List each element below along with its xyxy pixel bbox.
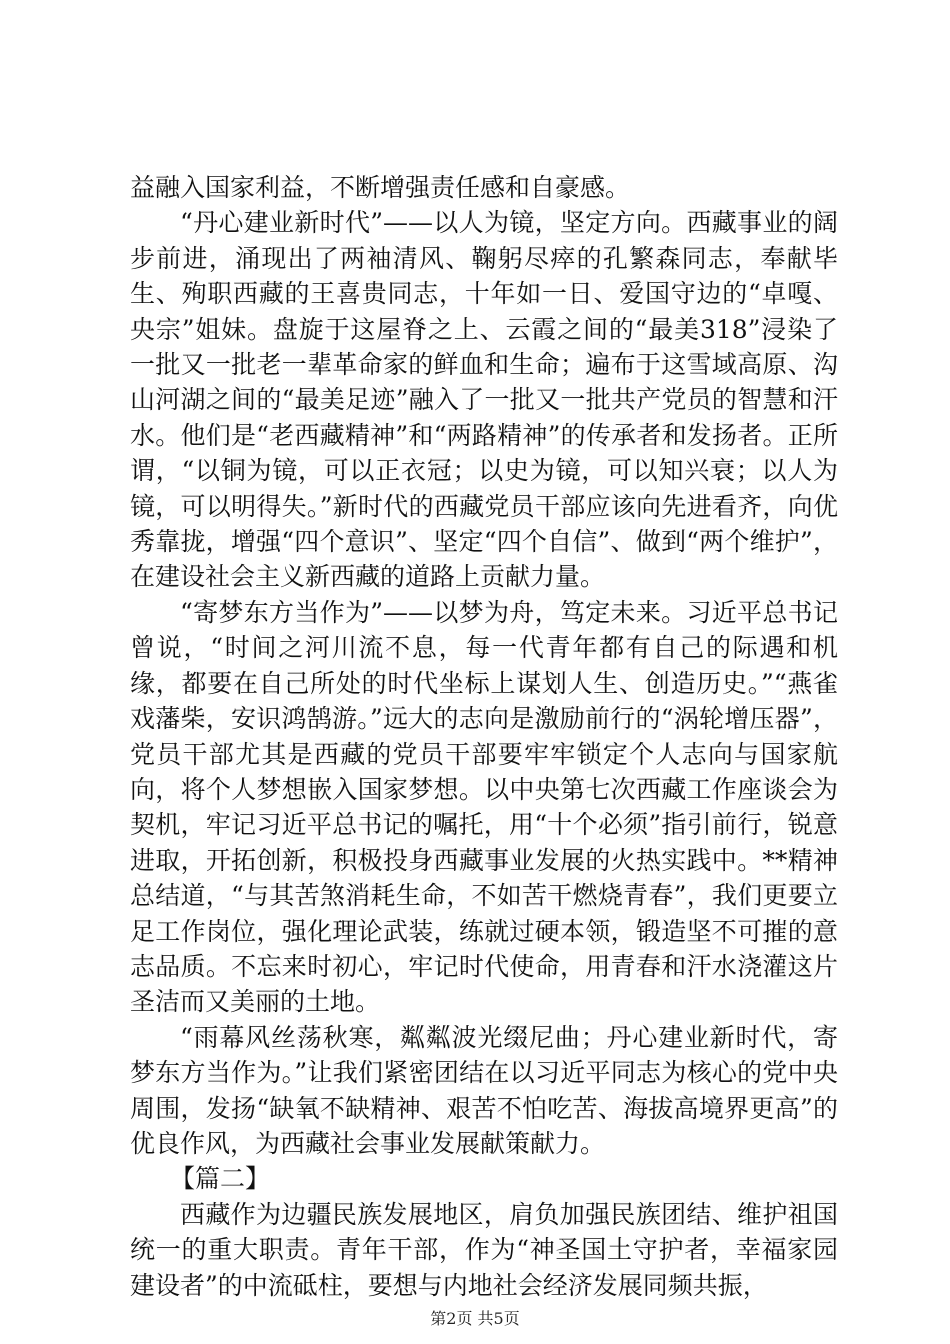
section-heading: 【篇二】	[170, 1164, 271, 1194]
paragraph-jimeng: “寄梦东方当作为”——以梦为舟，笃定未来。习近平总书记曾说，“时间之河川流不息，每一代青年都有自己的际遇和机缘，都要在自己所处的时代坐标上谋划人生、创造历史。”“燕雀戏藩柴，安识鸿鹄游。”远大的志向是激励前行的“涡轮增压器”，党员干部尤其是西藏的党员干部要牢牢锁定个人志向与国家航向，将个人梦想嵌入国家梦想。以中央第七次西藏工作座谈会为契机，牢记习近平总书记的嘱托，用“十个必须”指引前行，锐意进取，开拓创新，积极投身西藏事业发展的火热实践中。**精神总结道，“与其苦煞消耗生命，不如苦干燃烧青春”，我们更要立足工作岗位，强化理论武装，练就过硬本领，锻造坚不可摧的意志品质。不忘来时初心，牢记时代使命，用青春和汗水浇灌这片圣洁而又美丽的土地。	[130, 597, 838, 1017]
page-footer: 第2页 共5页	[430, 1309, 520, 1328]
paragraph-section-two: 西藏作为边疆民族发展地区，肩负加强民族团结、维护祖国统一的重大职责。青年干部，作为“神圣国土守护者，幸福家园建设者”的中流砥柱，要想与内地社会经济发展同频共振，	[130, 1199, 838, 1300]
paragraph-danxin: “丹心建业新时代”——以人为镜，坚定方向。西藏事业的阔步前进，涌现出了两袖清风、鞠躬尽瘁的孔繁森同志，奉献毕生、殉职西藏的王喜贵同志，十年如一日、爱国守边的“卓嘎、央宗”姐妹。盘旋于这屋脊之上、云霞之间的“最美318”浸染了一批又一批老一辈革命家的鲜血和生命；遍布于这雪域高原、沟山河湖之间的“最美足迹”融入了一批又一批共产党员的智慧和汗水。他们是“老西藏精神”和“两路精神”的传承者和发扬者。正所谓，“以铜为镜，可以正衣冠；以史为镜，可以知兴衰；以人为镜，可以明得失。”新时代的西藏党员干部应该向先进看齐，向优秀靠拢，增强“四个意识”、坚定“四个自信”、做到“两个维护”，在建设社会主义新西藏的道路上贡献力量。	[130, 208, 838, 592]
document-body	[130, 170, 838, 1303]
paragraph-conclusion: “雨幕风丝荡秋寒，粼粼波光缀尼曲；丹心建业新时代，寄梦东方当作为。”让我们紧密团结在以习近平同志为核心的党中央周围，发扬“缺氧不缺精神、艰苦不怕吃苦、海拔高境界更高”的优良作风，为西藏社会事业发展献策献力。	[130, 1022, 838, 1158]
paragraph-continuation: 益融入国家利益，不断增强责任感和自豪感。	[130, 173, 631, 202]
